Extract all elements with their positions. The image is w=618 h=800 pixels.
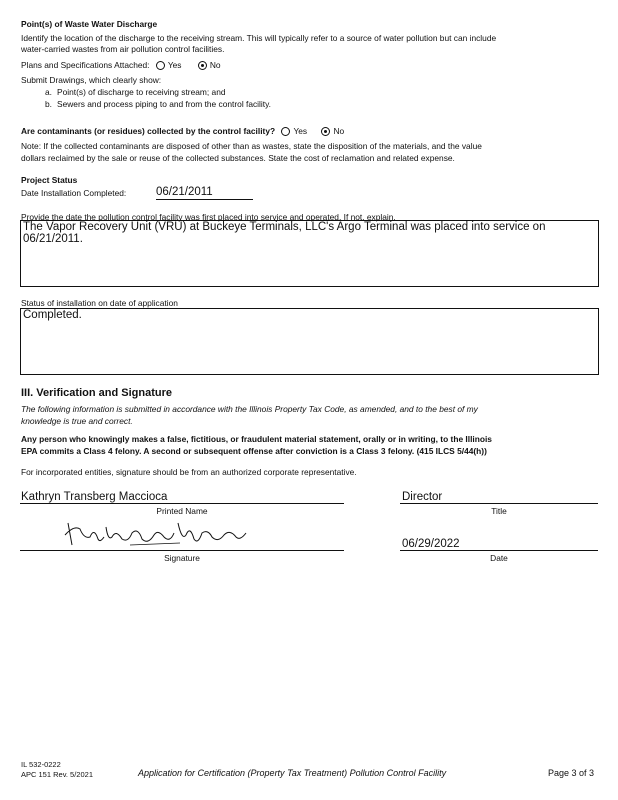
corporate-note: For incorporated entities, signature should be from an authorized corporate representative. (21, 467, 357, 477)
discharge-instruction-line1: Identify the location of the discharge to the receiving stream. This will typically refer to a source of water pollution but can include (21, 33, 497, 43)
plans-attached-label: Plans and Specifications Attached: (21, 60, 150, 70)
signature-line (20, 550, 344, 551)
footer-form-rev: APC 151 Rev. 5/2021 (21, 770, 93, 779)
submit-drawings-label: Submit Drawings, which clearly show: (21, 75, 162, 85)
date-caption: Date (490, 553, 508, 563)
plans-attached-row (21, 60, 221, 71)
verification-statement-line1: The following information is submitted in accordance with the Illinois Property Tax Code, as amended, and to the best of my (21, 404, 478, 414)
plans-no-label: No (209, 60, 221, 70)
verification-heading: III. Verification and Signature (21, 387, 172, 399)
plans-yes-label: Yes (167, 60, 182, 70)
contaminants-question: Are contaminants (or residues) collected by the control facility? (21, 126, 276, 136)
drawings-item-a-marker: a. (45, 87, 52, 97)
printed-name-value[interactable]: Kathryn Transberg Maccioca (21, 491, 168, 503)
printed-name-line (20, 503, 344, 504)
title-caption: Title (491, 506, 507, 516)
footer-page-number: Page 3 of 3 (548, 768, 595, 778)
contaminants-yes-label: Yes (293, 126, 308, 136)
title-value[interactable]: Director (402, 491, 443, 503)
drawings-item-b-marker: b. (45, 99, 52, 109)
contaminants-no-label: No (333, 126, 345, 136)
drawings-item-a: Point(s) of discharge to receiving stream; and (57, 87, 226, 97)
installation-status-textarea[interactable]: Completed. (20, 308, 599, 375)
contaminants-row (21, 126, 344, 137)
verification-statement-line2: knowledge is true and correct. (21, 416, 133, 426)
date-completed-label: Date Installation Completed: (21, 188, 127, 198)
plans-yes-radio[interactable] (156, 61, 165, 70)
plans-no-radio[interactable] (198, 61, 207, 70)
footer-title: Application for Certification (Property Tax Treatment) Pollution Control Facility (138, 768, 447, 778)
signature-caption: Signature (164, 553, 200, 563)
service-date-textarea[interactable]: The Vapor Recovery Unit (VRU) at Buckeye Terminals, LLC's Argo Terminal was placed into service on 06/21/2011. (20, 220, 599, 287)
felony-warning-line1: Any person who knowingly makes a false, fictitious, or fraudulent material statement, orally or in writing, to the Illinois (21, 434, 492, 444)
project-status-heading: Project Status (21, 175, 78, 185)
contaminants-note-line1: Note: If the collected contaminants are disposed of other than as wastes, state the disposition of the materials, and the value (21, 141, 482, 151)
date-line (400, 550, 598, 551)
drawings-item-b: Sewers and process piping to and from the control facility. (57, 99, 271, 109)
contaminants-no-radio[interactable] (321, 127, 330, 136)
installation-status-label: Status of installation on date of application (21, 298, 178, 308)
contaminants-note-line2: dollars reclaimed by the sale or reuse of the collected substances. State the cost of reclamation and related expense. (21, 153, 455, 163)
printed-name-caption: Printed Name (156, 506, 208, 516)
discharge-instruction-line2: water-carried wastes from air pollution control facilities. (21, 44, 225, 54)
service-date-label: Provide the date the pollution control facility was first placed into service and operated. If not, explain. (21, 212, 396, 222)
contaminants-yes-radio[interactable] (281, 127, 290, 136)
date-completed-field[interactable]: 06/21/2011 (156, 185, 253, 200)
signature-image (60, 515, 250, 551)
footer-form-id: IL 532-0222 (21, 760, 61, 769)
signature-date-value[interactable]: 06/29/2022 (402, 538, 460, 550)
discharge-heading: Point(s) of Waste Water Discharge (21, 19, 158, 29)
title-line (400, 503, 598, 504)
felony-warning-line2: EPA commits a Class 4 felony. A second or subsequent offense after conviction is a Class 3 felony. (415 ILCS 5/44(h)) (21, 446, 487, 456)
